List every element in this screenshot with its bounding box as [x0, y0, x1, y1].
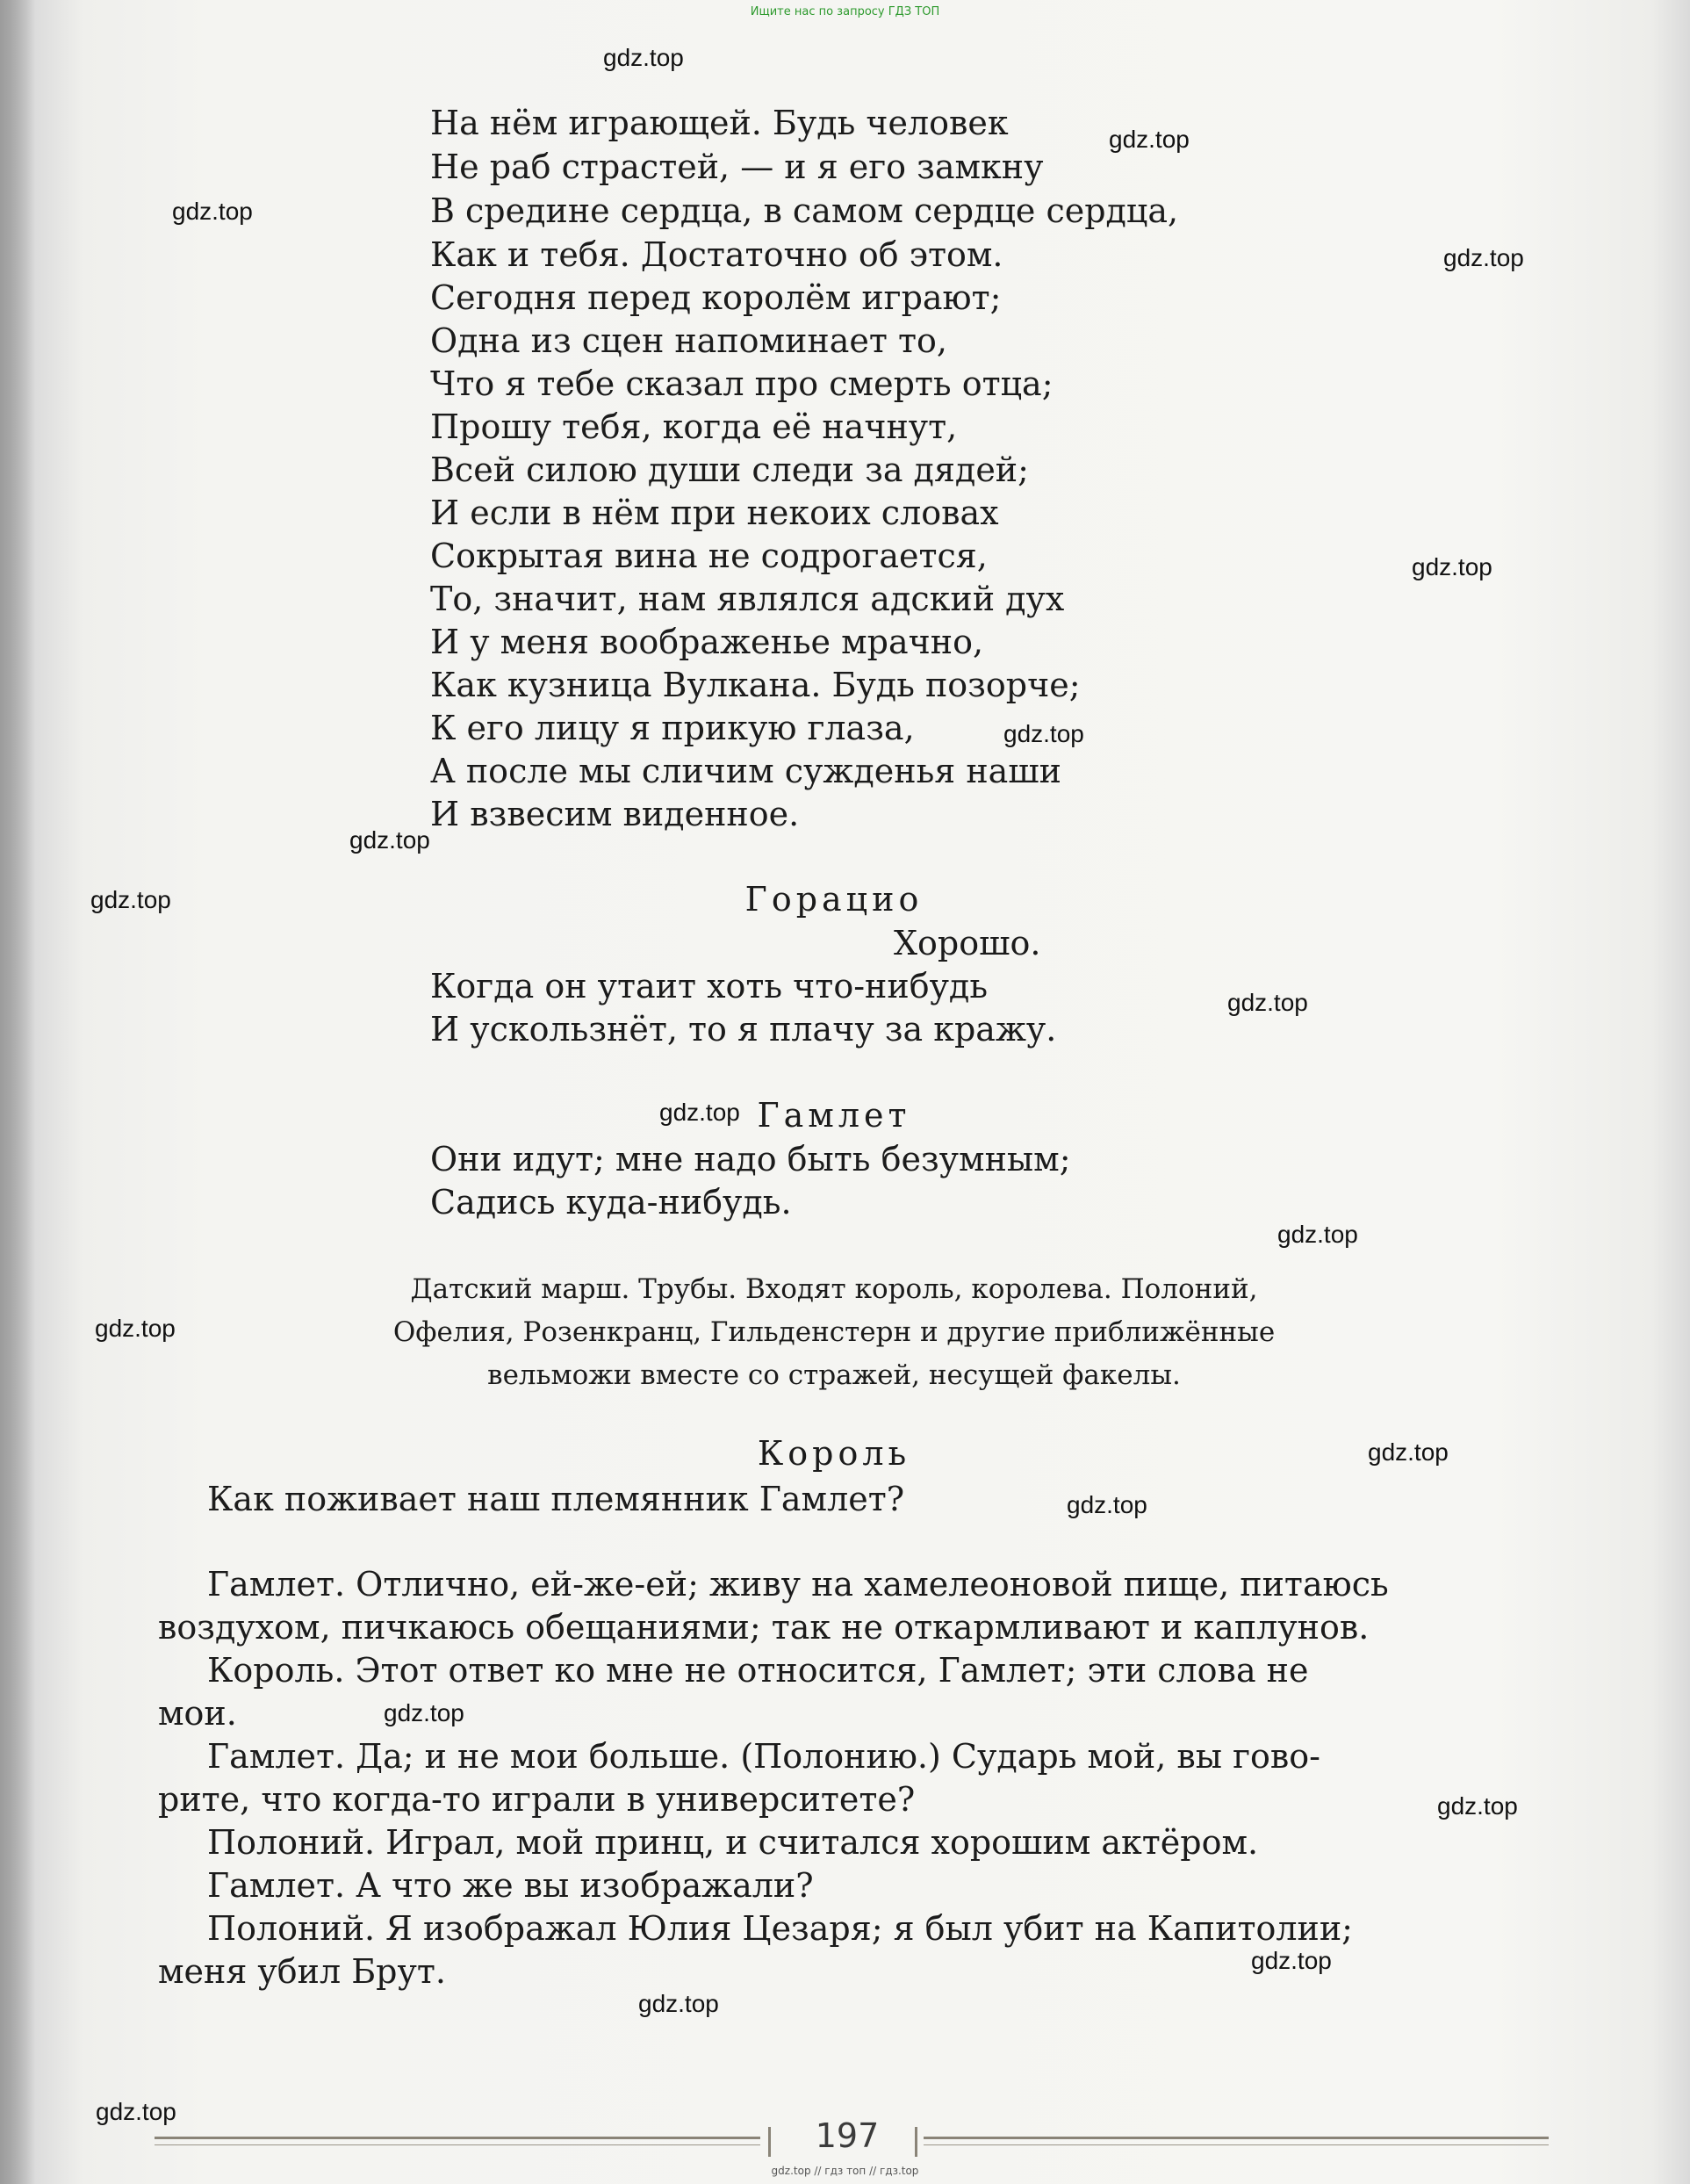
watermark: gdz.top [1109, 126, 1190, 153]
verse-line: В средине сердца, в самом сердце сердца, [430, 191, 1179, 230]
prose-line: Полоний. Играл, мой принц, и считался хорошим актёром. [207, 1823, 1259, 1862]
watermark: gdz.top [1003, 720, 1084, 747]
verse-line: И взвесим виденное. [430, 795, 800, 833]
verse-line: Как и тебя. Достаточно об этом. [430, 235, 1003, 274]
verse-line: К его лицу я прикую глаза, [430, 709, 915, 747]
verse-line: Они идут; мне надо быть безумным; [430, 1140, 1071, 1178]
verse-line: Что я тебе сказал про смерть отца; [430, 364, 1054, 403]
footer-rule-tick [768, 2127, 771, 2157]
footer-rule-left [155, 2137, 760, 2139]
verse-line: Прошу тебя, когда её начнут, [430, 407, 958, 446]
watermark: gdz.top [1067, 1491, 1147, 1518]
verse-line: Садись куда-нибудь. [430, 1183, 792, 1222]
verse-line: И если в нём при некоих словах [430, 494, 999, 532]
verse-line: И у меня воображенье мрачно, [430, 623, 984, 661]
speaker-horatio: Горацио [744, 880, 924, 919]
verse-line: А после мы сличим сужденья наши [430, 752, 1061, 790]
watermark: gdz.top [638, 1990, 719, 2017]
prose-line: Полоний. Я изображал Юлия Цезаря; я был убит на Капитолии; [207, 1909, 1353, 1948]
watermark: gdz.top [1412, 553, 1492, 580]
verse-line: Когда он утаит хоть что-нибудь [430, 967, 989, 1006]
prose-line: Гамлет. А что же вы изображали? [207, 1866, 814, 1905]
watermark: gdz.top [1277, 1221, 1358, 1248]
watermark: gdz.top [1437, 1792, 1518, 1820]
prose-line: Король. Этот ответ ко мне не относится, Гамлет; эти слова не [207, 1651, 1309, 1690]
prose-line: мои. [158, 1694, 237, 1733]
verse-line: Не раб страстей, — и я его замкну [430, 148, 1044, 186]
watermark: gdz.top [603, 44, 684, 71]
verse-line: Сокрытая вина не содрогается, [430, 537, 988, 575]
prose-line: меня убил Брут. [158, 1952, 446, 1991]
king-line: Как поживает наш племянник Гамлет? [207, 1480, 905, 1518]
speaker-king: Король [757, 1434, 911, 1473]
verse-line: Сегодня перед королём играют; [430, 278, 1002, 317]
footer-rule-tick [915, 2127, 917, 2157]
watermark: gdz.top [90, 886, 171, 913]
speaker-hamlet: Гамлет [757, 1096, 911, 1135]
prose-line: рите, что когда-то играли в университете? [158, 1780, 916, 1819]
watermark: gdz.top [1368, 1438, 1449, 1466]
page-number: 197 [815, 2116, 880, 2155]
watermark: gdz.top [384, 1699, 464, 1726]
watermark: gdz.top [96, 2098, 176, 2125]
verse-line: Всей силою души следи за дядей; [430, 450, 1029, 489]
watermark: gdz.top [1443, 244, 1524, 271]
watermark: gdz.top [1227, 989, 1308, 1016]
watermark: gdz.top [1251, 1947, 1332, 1974]
verse-line: На нём играющей. Будь человек [430, 104, 1009, 142]
stage-direction: Датский марш. Трубы. Входят король, королева. Полоний, [410, 1273, 1258, 1305]
top-banner: Ищите нас по запросу ГДЗ ТОП [750, 5, 940, 18]
watermark: gdz.top [349, 826, 430, 854]
prose-line: Гамлет. Да; и не мои больше. (Полонию.) Сударь мой, вы гово- [207, 1737, 1321, 1776]
verse-line: То, значит, нам являлся адский дух [430, 580, 1065, 618]
verse-line: Как кузница Вулкана. Будь позорче; [430, 666, 1081, 704]
prose-line: воздухом, пичкаюсь обещаниями; так не откармливают и каплунов. [158, 1608, 1370, 1647]
prose-line: Гамлет. Отлично, ей-же-ей; живу на хамелеоновой пище, питаюсь [207, 1565, 1389, 1604]
stage-direction: вельможи вместе со стражей, несущей факелы. [487, 1359, 1181, 1391]
verse-line: Одна из сцен напоминает то, [430, 321, 947, 360]
watermark: gdz.top [172, 198, 253, 225]
bottom-banner: gdz.top // гдз топ // гдз.top [771, 2165, 919, 2177]
footer-rule-right [924, 2137, 1549, 2139]
verse-line: И ускользнёт, то я плачу за кражу. [430, 1010, 1057, 1049]
footer-rule-left-thin [155, 2144, 760, 2145]
horatio-line: Хорошо. [894, 924, 1041, 962]
stage-direction: Офелия, Розенкранц, Гильденстерн и другие приближённые [392, 1316, 1276, 1348]
watermark: gdz.top [659, 1099, 740, 1126]
page-gutter-shadow [0, 0, 35, 2184]
footer-rule-right-thin [924, 2144, 1549, 2145]
watermark: gdz.top [95, 1315, 176, 1342]
